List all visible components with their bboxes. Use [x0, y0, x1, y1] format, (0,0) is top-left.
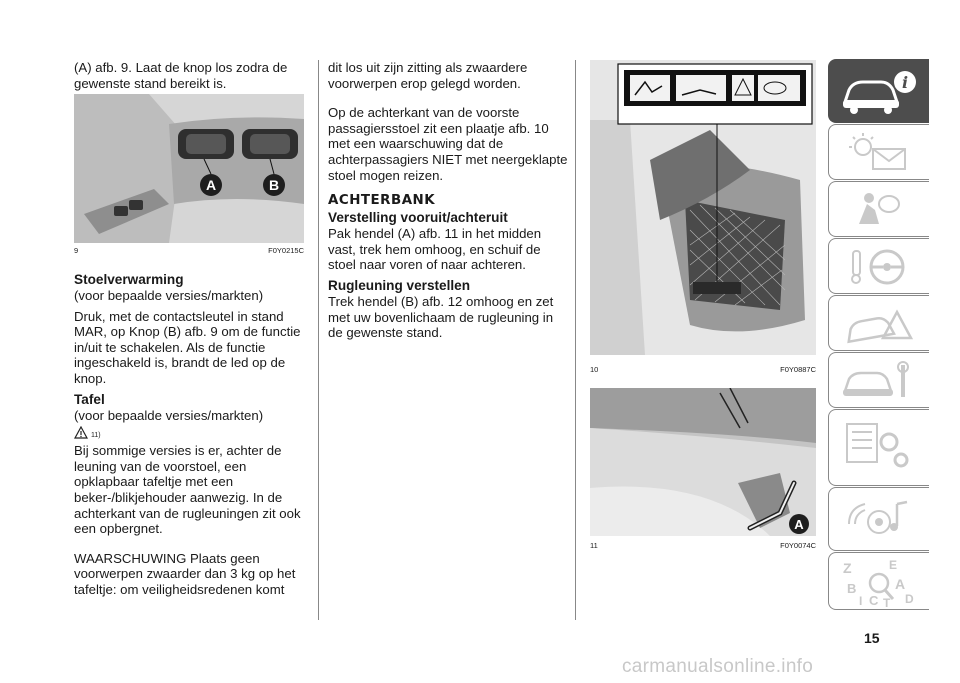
warning-ref-number: 11): [91, 432, 101, 440]
tab-warning-lights[interactable]: [828, 124, 929, 180]
subsection-title-backrest: Rugleuning verstellen: [328, 277, 471, 293]
rear-seat-lever-illustration: [590, 388, 816, 536]
figure-11-code: F0Y0074C: [780, 541, 816, 550]
section-title-rear-seat: ACHTERBANK: [328, 193, 436, 209]
column-separator-1: [318, 60, 319, 620]
table-body: Bij sommige versies is er, achter de leuning van de voorstoel, een opklapbaar tafeltje met een beker-/blikjehouder aanwezig. In de achterkant van de rugleuningen zit ook een opbergnet.: [74, 443, 301, 537]
column-2: [328, 60, 568, 341]
technical-data-icon: [839, 416, 919, 476]
tab-technical-data[interactable]: [828, 409, 929, 486]
warning-lights-icon: [839, 131, 919, 175]
tab-multimedia[interactable]: [828, 487, 929, 551]
tab-steering[interactable]: [828, 238, 929, 294]
table-warning: WAARSCHUWING Plaats geen voorwerpen zwaarder dan 3 kg op het tafeltje: om veiligheidsredenen komt: [74, 550, 296, 597]
svg-text:Z: Z: [843, 560, 852, 576]
tab-breakdown[interactable]: [828, 295, 929, 351]
figure-10-number: 10: [590, 365, 599, 374]
figure-10-code: F0Y0887C: [780, 365, 816, 374]
watermark: carmanualsonline.info: [622, 656, 814, 677]
airbag-icon: [839, 188, 919, 232]
index-icon: [839, 559, 919, 609]
intro-paragraph: (A) afb. 9. Laat de knop los zodra de gewenste stand bereikt is.: [74, 60, 288, 91]
net-warning-paragraph: Op de achterkant van de voorste passagiersstoel zit een plaatje afb. 10 met een waarschuwing dat de achterpassagiers NIET met neergeklapte stoel mogen reizen.: [328, 105, 568, 183]
tab-maintenance[interactable]: [828, 352, 929, 408]
page-number: 15: [864, 630, 880, 646]
steering-wheel-icon: [839, 245, 919, 289]
svg-text:D: D: [905, 592, 914, 606]
column-1-sections: [74, 272, 306, 598]
figure-11-image: [590, 388, 816, 536]
svg-text:I: I: [859, 594, 863, 608]
svg-text:E: E: [889, 559, 898, 572]
section-subtitle-seat-heating: (voor bepaalde versies/markten): [74, 288, 264, 303]
continuation-paragraph: dit los uit zijn zitting als zwaardere voorwerpen erop gelegd worden.: [328, 60, 528, 91]
seat-heating-buttons-illustration: [74, 94, 304, 243]
svg-text:A: A: [895, 576, 906, 592]
multimedia-icon: [839, 494, 919, 544]
figure-9-image: [74, 94, 304, 243]
figure-11-number: 11: [590, 541, 598, 550]
figure-10-image: [590, 60, 816, 355]
figure-9-number: 9: [74, 246, 79, 255]
warning-reference: [74, 426, 306, 439]
svg-text:B: B: [847, 581, 857, 596]
car-info-icon: [839, 66, 919, 116]
fore-aft-body: Pak hendel (A) afb. 11 in het midden vast, trek hem omhoog, en schuif de stoel naar voren of naar achteren.: [328, 226, 542, 273]
figure-9-code: F0Y0215C: [268, 246, 304, 255]
figure-11-label-a: A: [794, 517, 804, 532]
svg-text:T: T: [883, 596, 891, 609]
car-maintenance-icon: [839, 359, 919, 403]
figure-10-caption: [590, 365, 816, 374]
subsection-title-fore-aft: Verstelling vooruit/achteruit: [328, 210, 508, 226]
column-1: [74, 60, 306, 91]
backrest-body: Trek hendel (B) afb. 12 omhoog en zet met uw bovenlichaam de rugleuning in de gewenste stand.: [328, 293, 554, 341]
tab-car-info[interactable]: [828, 59, 929, 123]
section-title-table: Tafel: [74, 391, 105, 407]
breakdown-icon: [839, 302, 919, 346]
figure-11-caption: [590, 541, 816, 550]
svg-text:i: i: [901, 73, 909, 92]
column-separator-2: [575, 60, 576, 620]
svg-text:C: C: [869, 593, 879, 608]
section-subtitle-table: (voor bepaalde versies/markten): [74, 407, 264, 423]
seat-back-net-illustration: [590, 60, 816, 355]
tab-index[interactable]: [828, 552, 929, 610]
figure-9-caption: [74, 246, 304, 255]
section-title-seat-heating: Stoelverwarming: [74, 272, 184, 287]
figure-9-label-a: A: [205, 177, 217, 193]
tab-airbag[interactable]: [828, 181, 929, 237]
warning-triangle-icon: [74, 426, 88, 439]
seat-heating-body: Druk, met de contactsleutel in stand MAR, op Knop (B) afb. 9 om de functie in/uit te schakelen. Als de functie ingeschakeld is, brandt de led op de knop.: [74, 308, 301, 386]
figure-9-label-b: B: [268, 177, 280, 193]
